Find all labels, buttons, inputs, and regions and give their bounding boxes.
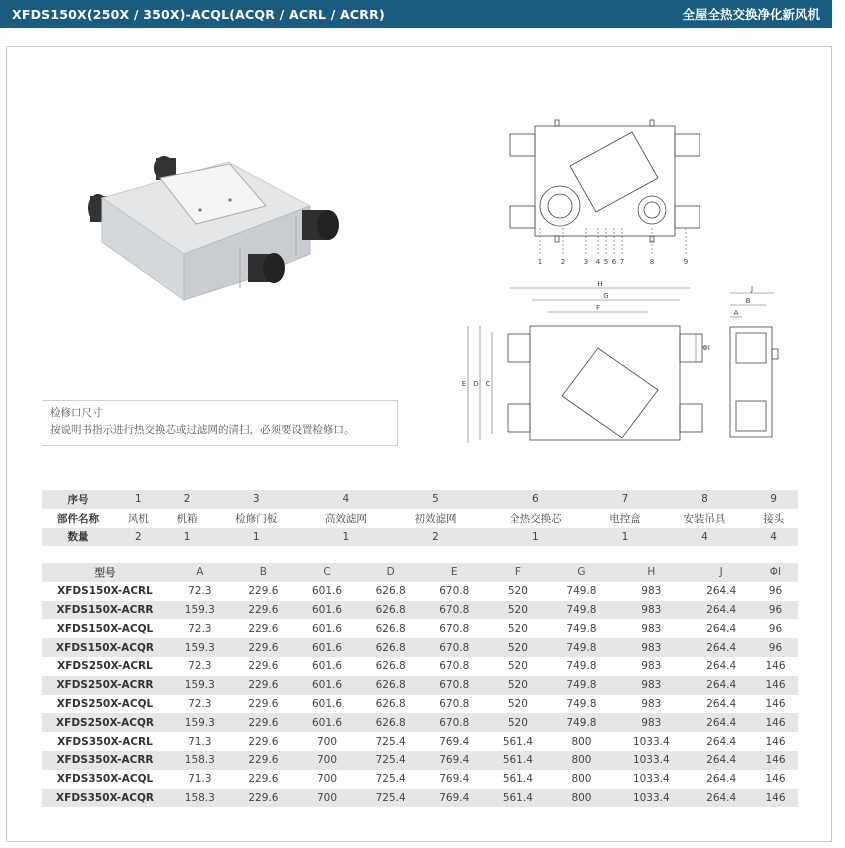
parts-cell: 1 (301, 528, 391, 547)
dim-j: J (750, 285, 754, 293)
spec-value-cell: 229.6 (248, 660, 279, 673)
spec-row (42, 657, 798, 676)
spec-header-cell: J (689, 563, 753, 582)
dim-d: D (473, 380, 479, 388)
spec-value-cell: 1033.4 (632, 735, 670, 748)
spec-value-cell: 670.8 (439, 660, 470, 673)
spec-value-cell: 800 (550, 789, 614, 808)
side-view-diagram (722, 285, 784, 445)
spec-value-cell: 983 (641, 660, 662, 673)
parts-cell: 2 (163, 490, 212, 509)
spec-value-cell: 146 (765, 735, 786, 748)
spec-value-cell: 983 (641, 697, 662, 710)
callout-5: 5 (603, 258, 609, 266)
spec-value-cell: 725.4 (359, 751, 423, 770)
spec-row (42, 638, 798, 657)
spec-value-cell: 626.8 (359, 638, 423, 657)
spec-value-cell: 96 (753, 601, 798, 620)
spec-value-cell: 601.6 (311, 585, 343, 598)
spec-value-cell: 229.6 (232, 601, 296, 620)
spec-row (42, 601, 798, 620)
spec-value-cell: 520 (486, 676, 550, 695)
spec-row (42, 789, 798, 808)
spec-header-cell: C (295, 563, 359, 582)
spec-value-cell: 601.6 (295, 713, 359, 732)
spec-model-cell: XFDS250X-ACRL (57, 660, 153, 673)
spec-value-cell: 626.8 (359, 601, 423, 620)
parts-cell: 4 (301, 490, 391, 509)
spec-header-cell: H (613, 563, 689, 582)
spec-value-cell: 983 (613, 713, 689, 732)
spec-value-cell: 158.3 (168, 789, 232, 808)
spec-value-cell: 700 (295, 751, 359, 770)
spec-value-cell: 229.6 (248, 622, 279, 635)
spec-value-cell: 670.8 (422, 713, 486, 732)
parts-cell: 初效滤网 (414, 512, 457, 525)
spec-value-cell: 670.8 (439, 585, 470, 598)
spec-value-cell: 561.4 (502, 735, 533, 748)
spec-value-cell: 626.8 (375, 660, 406, 673)
spec-row (42, 676, 798, 695)
spec-value-cell: 800 (571, 773, 592, 786)
spec-header-cell: F (486, 563, 550, 582)
parts-cell: 5 (391, 490, 481, 509)
spec-value-cell: 670.8 (422, 638, 486, 657)
spec-value-cell: 520 (507, 697, 528, 710)
spec-value-cell: 700 (317, 773, 338, 786)
spec-value-cell: 96 (768, 622, 783, 635)
spec-value-cell: 146 (753, 713, 798, 732)
spec-value-cell: 626.8 (359, 676, 423, 695)
spec-model-cell: XFDS150X-ACRR (42, 601, 168, 620)
spec-value-cell: 146 (765, 660, 786, 673)
spec-value-cell: 983 (613, 676, 689, 695)
parts-cell: 3 (211, 490, 301, 509)
spec-value-cell: 264.4 (689, 751, 753, 770)
spec-value-cell: 229.6 (232, 789, 296, 808)
spec-value-cell: 146 (753, 676, 798, 695)
spec-value-cell: 229.6 (248, 585, 279, 598)
product-image (80, 150, 350, 310)
parts-row (42, 509, 798, 528)
spec-value-cell: 159.3 (168, 676, 232, 695)
spec-value-cell: 96 (768, 585, 783, 598)
spec-value-cell: 146 (765, 773, 786, 786)
spec-value-cell: 561.4 (486, 789, 550, 808)
front-view-diagram (458, 278, 718, 453)
spec-value-cell: 264.4 (706, 585, 737, 598)
spec-value-cell: 264.4 (706, 660, 737, 673)
parts-row-label: 数量 (42, 528, 114, 547)
spec-row (42, 619, 798, 638)
parts-cell: 9 (749, 490, 798, 509)
spec-value-cell: 601.6 (295, 638, 359, 657)
spec-value-cell: 769.4 (439, 773, 470, 786)
spec-value-cell: 96 (753, 638, 798, 657)
callout-8: 8 (649, 258, 655, 266)
spec-model-cell: XFDS250X-ACQR (42, 713, 168, 732)
parts-cell: 1 (163, 528, 212, 547)
parts-cell: 电控盒 (609, 512, 641, 525)
spec-value-cell: 601.6 (311, 660, 343, 673)
spec-value-cell: 749.8 (566, 622, 597, 635)
spec-value-cell: 725.4 (359, 789, 423, 808)
callout-9: 9 (683, 258, 689, 266)
spec-value-cell: 983 (613, 638, 689, 657)
spec-value-cell: 520 (486, 713, 550, 732)
spec-value-cell: 264.4 (689, 601, 753, 620)
spec-value-cell: 264.4 (706, 622, 737, 635)
callout-1: 1 (537, 258, 543, 266)
spec-value-cell: 983 (641, 622, 662, 635)
spec-value-cell: 229.6 (232, 751, 296, 770)
spec-value-cell: 264.4 (689, 789, 753, 808)
spec-value-cell: 264.4 (689, 638, 753, 657)
parts-cell: 接头 (763, 512, 785, 525)
spec-value-cell: 520 (486, 638, 550, 657)
spec-value-cell: 983 (613, 601, 689, 620)
spec-value-cell: 769.4 (439, 735, 470, 748)
parts-cell: 1 (590, 528, 659, 547)
parts-cell: 1 (114, 490, 163, 509)
spec-value-cell: 229.6 (232, 638, 296, 657)
spec-value-cell: 264.4 (689, 676, 753, 695)
spec-value-cell: 229.6 (248, 773, 279, 786)
spec-value-cell: 749.8 (566, 697, 597, 710)
spec-value-cell: 520 (507, 622, 528, 635)
spec-value-cell: 626.8 (375, 622, 406, 635)
spec-value-cell: 1033.4 (613, 751, 689, 770)
spec-table (42, 563, 798, 807)
parts-cell: 8 (660, 490, 750, 509)
spec-value-cell: 800 (571, 735, 592, 748)
dim-phi-i: ΦI (702, 344, 710, 352)
spec-value-cell: 520 (486, 601, 550, 620)
spec-header-cell: B (232, 563, 296, 582)
spec-value-cell: 1033.4 (632, 773, 670, 786)
spec-value-cell: 264.4 (706, 697, 737, 710)
parts-cell: 2 (391, 528, 481, 547)
spec-value-cell: 229.6 (248, 697, 279, 710)
parts-cell: 4 (749, 528, 798, 547)
model-line: XFDS150X(250X / 350X)-ACQL(ACQR / ACRL / ACRR) (12, 6, 385, 22)
spec-value-cell: 229.6 (232, 713, 296, 732)
parts-cell: 检修门板 (235, 512, 278, 525)
spec-value-cell: 769.4 (422, 789, 486, 808)
spec-value-cell: 159.3 (168, 601, 232, 620)
parts-cell: 全热交换芯 (509, 512, 562, 525)
spec-value-cell: 670.8 (439, 622, 470, 635)
dim-a: A (733, 309, 739, 317)
spec-value-cell: 229.6 (248, 735, 279, 748)
spec-value-cell: 159.3 (168, 713, 232, 732)
spec-model-cell: XFDS150X-ACRL (57, 585, 153, 598)
spec-header-cell: A (168, 563, 232, 582)
maintenance-note (42, 400, 398, 446)
spec-value-cell: 264.4 (706, 735, 737, 748)
callout-4: 4 (595, 258, 601, 266)
spec-value-cell: 72.3 (188, 660, 212, 673)
spec-row (42, 770, 798, 789)
spec-model-cell: XFDS350X-ACRL (57, 735, 153, 748)
spec-header-row (42, 563, 798, 582)
spec-value-cell: 725.4 (375, 773, 406, 786)
parts-cell: 7 (590, 490, 659, 509)
note-title: 检修口尺寸 (50, 407, 103, 419)
spec-value-cell: 626.8 (375, 697, 406, 710)
parts-cell: 高效滤网 (324, 512, 367, 525)
product-name: 全屋全热交换净化新风机 (682, 7, 820, 22)
spec-value-cell: 146 (765, 697, 786, 710)
spec-value-cell: 159.3 (168, 638, 232, 657)
spec-value-cell: 264.4 (706, 773, 737, 786)
spec-value-cell: 749.8 (550, 713, 614, 732)
spec-model-cell: XFDS350X-ACQR (42, 789, 168, 808)
spec-value-cell: 700 (295, 789, 359, 808)
parts-cell: 机箱 (176, 512, 198, 525)
spec-row (42, 695, 798, 714)
spec-value-cell: 700 (317, 735, 338, 748)
spec-value-cell: 601.6 (295, 676, 359, 695)
spec-value-cell: 749.8 (550, 676, 614, 695)
title-bar (0, 0, 832, 28)
spec-value-cell: 800 (550, 751, 614, 770)
dim-c: C (485, 380, 491, 388)
spec-row (42, 582, 798, 601)
spec-row (42, 751, 798, 770)
spec-value-cell: 520 (507, 585, 528, 598)
spec-value-cell: 670.8 (422, 676, 486, 695)
spec-value-cell: 72.3 (188, 622, 212, 635)
spec-header-cell: 型号 (42, 563, 168, 582)
parts-row-label: 部件名称 (57, 512, 99, 525)
spec-value-cell: 264.4 (689, 713, 753, 732)
parts-row (42, 490, 798, 509)
dim-b: B (745, 297, 751, 305)
spec-value-cell: 520 (507, 660, 528, 673)
spec-value-cell: 749.8 (550, 601, 614, 620)
spec-value-cell: 670.8 (422, 601, 486, 620)
callout-6: 6 (611, 258, 617, 266)
spec-value-cell: 749.8 (550, 638, 614, 657)
spec-value-cell: 670.8 (439, 697, 470, 710)
parts-cell: 6 (480, 490, 590, 509)
parts-table (42, 490, 798, 546)
spec-header-cell: D (359, 563, 423, 582)
spec-value-cell: 229.6 (232, 676, 296, 695)
spec-value-cell: 72.3 (188, 585, 212, 598)
dim-e: E (461, 380, 467, 388)
spec-value-cell: 626.8 (375, 585, 406, 598)
spec-model-cell: XFDS350X-ACQL (56, 773, 154, 786)
dim-h: H (597, 280, 603, 288)
parts-cell: 2 (114, 528, 163, 547)
spec-value-cell: 71.3 (188, 735, 212, 748)
spec-model-cell: XFDS150X-ACQR (42, 638, 168, 657)
spec-value-cell: 983 (641, 585, 662, 598)
spec-model-cell: XFDS150X-ACQL (56, 622, 154, 635)
spec-value-cell: 601.6 (311, 697, 343, 710)
parts-cell: 1 (211, 528, 301, 547)
callout-3: 3 (583, 258, 589, 266)
spec-header-cell: E (422, 563, 486, 582)
spec-value-cell: 749.8 (566, 585, 597, 598)
spec-value-cell: 725.4 (375, 735, 406, 748)
spec-value-cell: 769.4 (422, 751, 486, 770)
spec-model-cell: XFDS250X-ACRR (42, 676, 168, 695)
spec-value-cell: 626.8 (359, 713, 423, 732)
spec-value-cell: 71.3 (188, 773, 212, 786)
callout-7: 7 (619, 258, 625, 266)
spec-model-cell: XFDS350X-ACRR (42, 751, 168, 770)
spec-value-cell: 158.3 (168, 751, 232, 770)
spec-value-cell: 1033.4 (613, 789, 689, 808)
parts-cell: 1 (480, 528, 590, 547)
dim-g: G (603, 292, 609, 300)
spec-header-cell: ΦI (753, 563, 798, 582)
spec-value-cell: 601.6 (311, 622, 343, 635)
spec-row (42, 732, 798, 751)
spec-value-cell: 146 (753, 751, 798, 770)
spec-value-cell: 561.4 (502, 773, 533, 786)
note-text: 按说明书指示进行热交换芯或过滤网的清扫，必须要设置检修口。 (50, 424, 355, 436)
spec-value-cell: 601.6 (295, 601, 359, 620)
spec-value-cell: 749.8 (566, 660, 597, 673)
spec-value-cell: 146 (753, 789, 798, 808)
spec-header-cell: G (550, 563, 614, 582)
spec-value-cell: 561.4 (486, 751, 550, 770)
spec-row (42, 713, 798, 732)
parts-cell: 安装吊具 (683, 512, 726, 525)
parts-cell: 4 (660, 528, 750, 547)
spec-value-cell: 72.3 (188, 697, 212, 710)
spec-model-cell: XFDS250X-ACQL (56, 697, 154, 710)
callout-2: 2 (560, 258, 566, 266)
parts-row-label: 序号 (42, 490, 114, 509)
top-view-diagram (500, 118, 700, 268)
parts-row (42, 528, 798, 547)
parts-cell: 风机 (127, 512, 149, 525)
dim-f: F (595, 304, 601, 312)
